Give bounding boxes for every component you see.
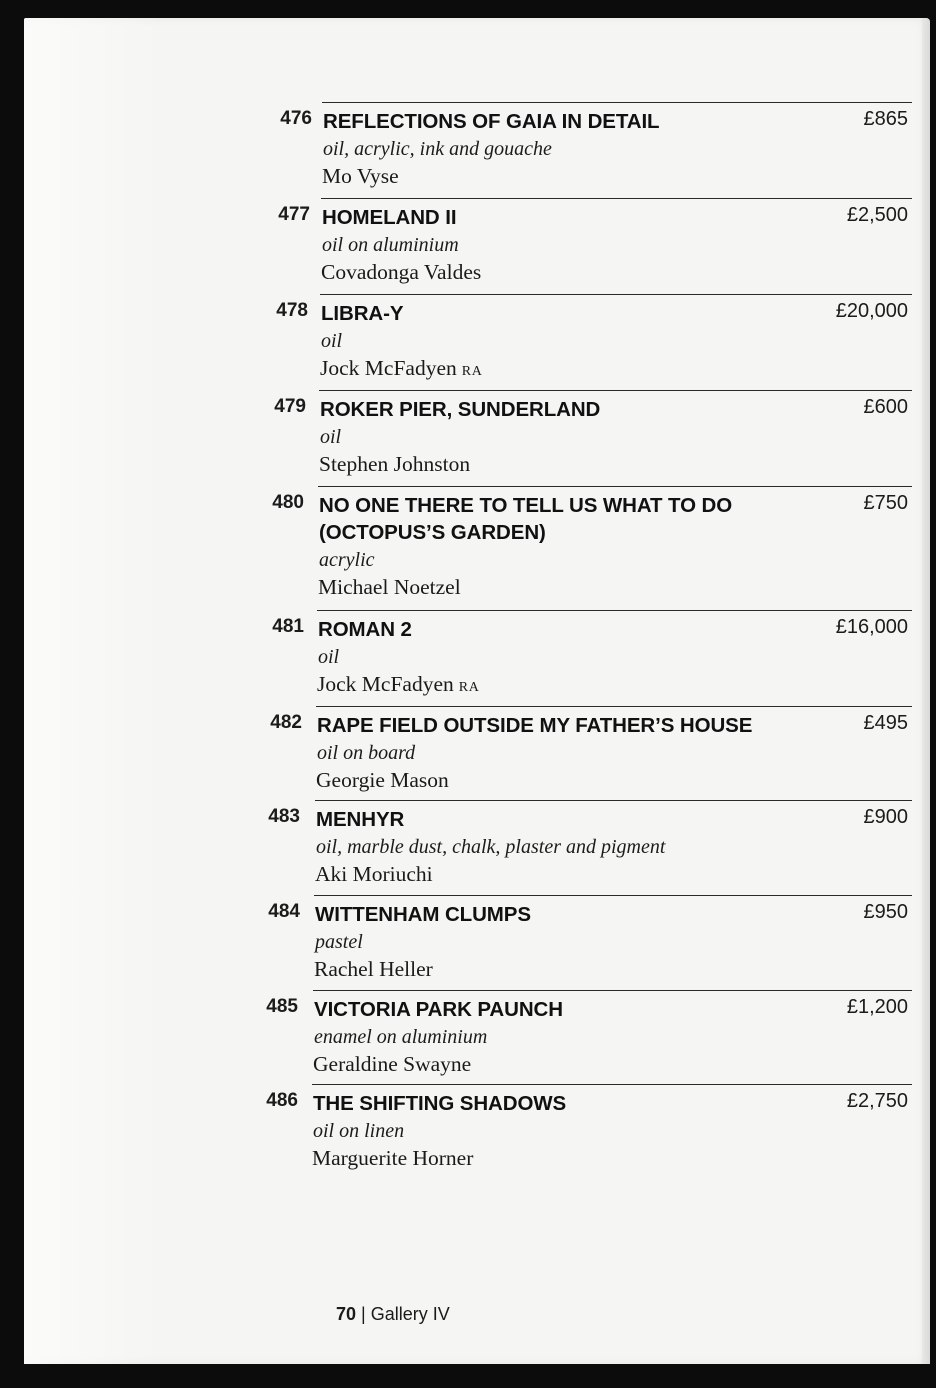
artist-name: Aki Moriuchi — [315, 862, 433, 886]
section-name: Gallery IV — [370, 1304, 450, 1324]
entry-number: 485 — [266, 996, 298, 1017]
entry-medium: oil, acrylic, ink and gouache — [323, 138, 552, 160]
entry-number: 486 — [266, 1090, 298, 1111]
entry-number: 481 — [272, 616, 304, 637]
entry-medium: oil — [321, 330, 343, 352]
entry-artist — [322, 164, 399, 189]
artist-name: Covadonga Valdes — [321, 260, 482, 284]
entry-number: 478 — [276, 300, 308, 321]
artist-name: Jock McFadyen — [317, 672, 454, 696]
entry-medium: oil on board — [317, 742, 416, 764]
entry-price: £865 — [863, 108, 908, 130]
entry-medium: pastel — [315, 931, 363, 953]
entry-title: NO ONE THERE TO TELL US WHAT TO DO (OCTOPUS’S GARDEN) — [319, 494, 733, 544]
entry-price: £16,000 — [835, 616, 908, 638]
artist-suffix: RA — [461, 364, 483, 379]
entry-divider — [319, 390, 912, 391]
entry-title: ROMAN 2 — [318, 618, 412, 641]
entry-artist — [320, 356, 482, 381]
entry-title: REFLECTIONS OF GAIA IN DETAIL — [323, 110, 660, 133]
entry-divider — [317, 610, 912, 611]
artist-name: Michael Noetzel — [318, 575, 461, 599]
entry-number: 476 — [280, 108, 312, 129]
entry-artist — [318, 575, 461, 600]
entry-price: £600 — [863, 396, 908, 418]
artist-name: Rachel Heller — [314, 957, 433, 981]
page-number: 70 — [336, 1304, 357, 1324]
entry-divider — [320, 294, 912, 295]
entry-title: HOMELAND II — [322, 206, 457, 229]
entry-title: WITTENHAM CLUMPS — [315, 903, 531, 926]
entry-title: LIBRA-Y — [321, 302, 404, 325]
entry-price: £20,000 — [835, 300, 908, 322]
entry-number: 482 — [270, 712, 302, 733]
entry-medium: enamel on aluminium — [314, 1026, 488, 1048]
entry-divider — [318, 486, 912, 487]
entry-number: 480 — [272, 492, 304, 513]
entry-divider — [321, 198, 912, 199]
entry-artist — [315, 862, 433, 887]
entry-number: 479 — [274, 396, 306, 417]
artist-name: Marguerite Horner — [312, 1146, 474, 1170]
entry-divider — [316, 706, 912, 707]
entry-price: £495 — [863, 712, 908, 734]
entry-price: £1,200 — [846, 996, 908, 1018]
entry-price: £750 — [863, 492, 908, 514]
entry-number: 484 — [268, 901, 300, 922]
entry-title: MENHYR — [316, 808, 405, 831]
entry-price: £950 — [863, 901, 908, 923]
entry-title: ROKER PIER, SUNDERLAND — [320, 398, 601, 421]
entry-artist — [313, 1052, 471, 1077]
entry-medium: oil, marble dust, chalk, plaster and pigment — [316, 836, 666, 858]
entry-medium: acrylic — [319, 549, 375, 571]
entry-divider — [314, 895, 912, 896]
page-footer — [336, 1304, 450, 1325]
entry-price: £900 — [863, 806, 908, 828]
entry-number: 483 — [268, 806, 300, 827]
entry-medium: oil — [320, 426, 342, 448]
entry-number: 477 — [278, 204, 310, 225]
artist-name: Mo Vyse — [322, 164, 399, 188]
entry-divider — [312, 1084, 912, 1085]
entry-artist — [314, 957, 433, 982]
entry-medium: oil — [318, 646, 340, 668]
entry-artist — [316, 768, 449, 793]
entry-price: £2,500 — [846, 204, 908, 226]
entry-title: THE SHIFTING SHADOWS — [313, 1092, 567, 1115]
entry-title: RAPE FIELD OUTSIDE MY FATHER’S HOUSE — [317, 714, 753, 737]
footer-separator: | — [361, 1304, 366, 1324]
artist-name: Jock McFadyen — [320, 356, 457, 380]
artist-name: Geraldine Swayne — [313, 1052, 472, 1076]
artist-name: Georgie Mason — [316, 768, 449, 792]
entry-medium: oil on linen — [313, 1120, 405, 1142]
entry-medium: oil on aluminium — [322, 234, 459, 256]
entry-divider — [313, 990, 912, 991]
catalogue-page — [24, 18, 930, 1364]
artist-suffix: RA — [458, 680, 480, 695]
entry-title: VICTORIA PARK PAUNCH — [314, 998, 563, 1021]
entry-artist — [319, 452, 470, 477]
artist-name: Stephen Johnston — [319, 452, 471, 476]
page-edge — [922, 18, 930, 1364]
entry-price: £2,750 — [846, 1090, 908, 1112]
entry-artist — [321, 260, 481, 285]
entry-divider — [322, 102, 912, 103]
entry-artist — [312, 1146, 473, 1171]
entry-artist — [317, 672, 479, 697]
entry-divider — [315, 800, 912, 801]
